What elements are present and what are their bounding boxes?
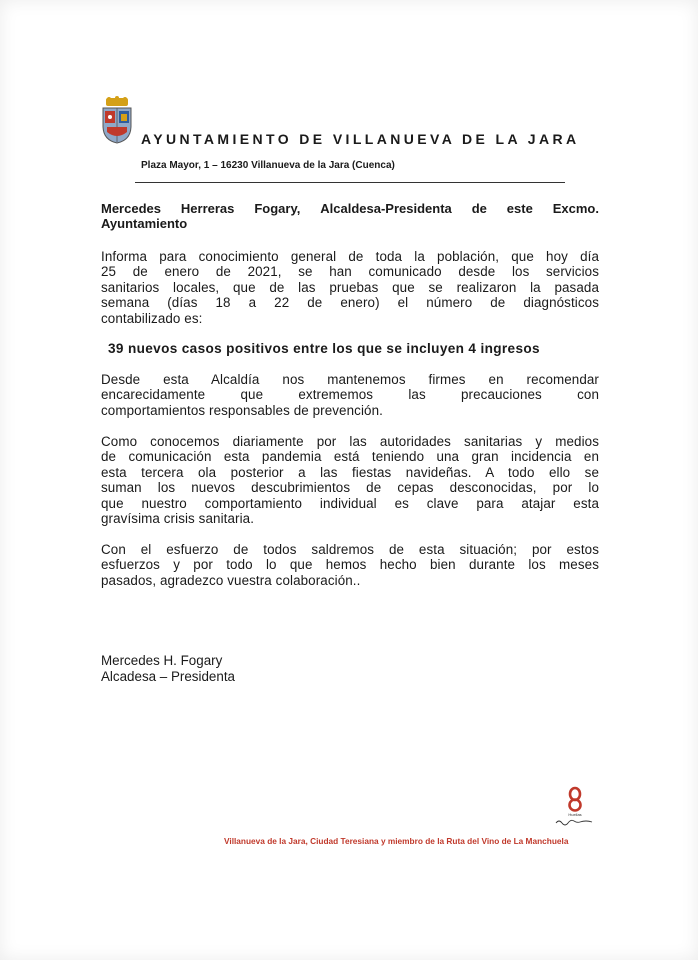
paragraph-line: sanitarios locales, que de las pruebas que se realizaron la pasada bbox=[101, 279, 599, 295]
paragraph-recommendation bbox=[101, 372, 599, 418]
organization-address: Plaza Mayor, 1 – 16230 Villanueva de la Jara (Cuenca) bbox=[141, 160, 395, 171]
paragraph-line: esfuerzos y por todo lo que hemos hecho bien durante los meses bbox=[101, 557, 599, 573]
municipal-crest-icon bbox=[100, 96, 134, 144]
intro-word: Fogary, bbox=[254, 201, 301, 216]
paragraph-line: de comunicación esta pandemia está teniendo una gran incidencia en bbox=[101, 449, 599, 465]
paragraph-context bbox=[101, 434, 599, 526]
intro-heading bbox=[101, 201, 599, 231]
intro-word: este bbox=[506, 201, 533, 216]
paragraph-line: gravísima crisis sanitaria. bbox=[101, 511, 255, 527]
paragraph-line: 25 de enero de 2021, se han comunicado desde los servicios bbox=[101, 264, 599, 280]
case-count-highlight: 39 nuevos casos positivos entre los que se incluyen 4 ingresos bbox=[108, 341, 540, 356]
paragraph-line: Informa para conocimiento general de toda la población, que hoy día bbox=[101, 249, 599, 264]
intro-word: Mercedes bbox=[101, 201, 161, 216]
paragraph-line: encarecidamente que extrememos las precauciones con bbox=[101, 387, 599, 403]
intro-word: Herreras bbox=[180, 201, 235, 216]
intro-line-2: Ayuntamiento bbox=[101, 216, 188, 231]
paragraph-closing bbox=[101, 542, 599, 588]
intro-word: Excmo. bbox=[552, 201, 599, 216]
intro-line-1 bbox=[101, 201, 599, 216]
paragraph-line: esta tercera ola posterior a las fiestas navideñas. A todo ello se bbox=[101, 464, 599, 480]
signature-block bbox=[101, 653, 235, 685]
intro-word: de bbox=[471, 201, 487, 216]
footer-tagline: Villanueva de la Jara, Ciudad Teresiana y miembro de la Ruta del Vino de La Manchuela bbox=[224, 836, 569, 846]
header-divider bbox=[135, 182, 565, 183]
paragraph-line: suman los nuevos descubrimientos de cepas desconocidas, por lo bbox=[101, 480, 599, 496]
signatory-title: Alcadesa – Presidenta bbox=[101, 669, 235, 684]
paragraph-line: que nuestro comportamiento individual es clave para atajar esta bbox=[101, 495, 599, 511]
paragraph-line: semana (días 18 a 22 de enero) el número de diagnósticos bbox=[101, 295, 599, 311]
intro-word: Alcaldesa-Presidenta bbox=[320, 201, 452, 216]
organization-name: AYUNTAMIENTO DE VILLANUEVA DE LA JARA bbox=[141, 131, 580, 147]
signatory-name: Mercedes H. Fogary bbox=[101, 653, 223, 668]
paragraph-line: Con el esfuerzo de todos saldremos de esta situación; por estos bbox=[101, 542, 599, 557]
logo-caption: Huellas bbox=[568, 812, 582, 817]
paragraph-announcement bbox=[101, 249, 599, 326]
paragraph-line: contabilizado es: bbox=[101, 310, 203, 326]
paragraph-line: Desde esta Alcaldía nos mantenemos firmes en recomendar bbox=[101, 372, 599, 387]
paragraph-line: comportamientos responsables de prevención. bbox=[101, 402, 383, 418]
huellas-logo-icon bbox=[548, 786, 602, 828]
paragraph-line: Como conocemos diariamente por las autoridades sanitarias y medios bbox=[101, 434, 599, 449]
paragraph-line: pasados, agradezco vuestra colaboración.. bbox=[101, 572, 361, 588]
